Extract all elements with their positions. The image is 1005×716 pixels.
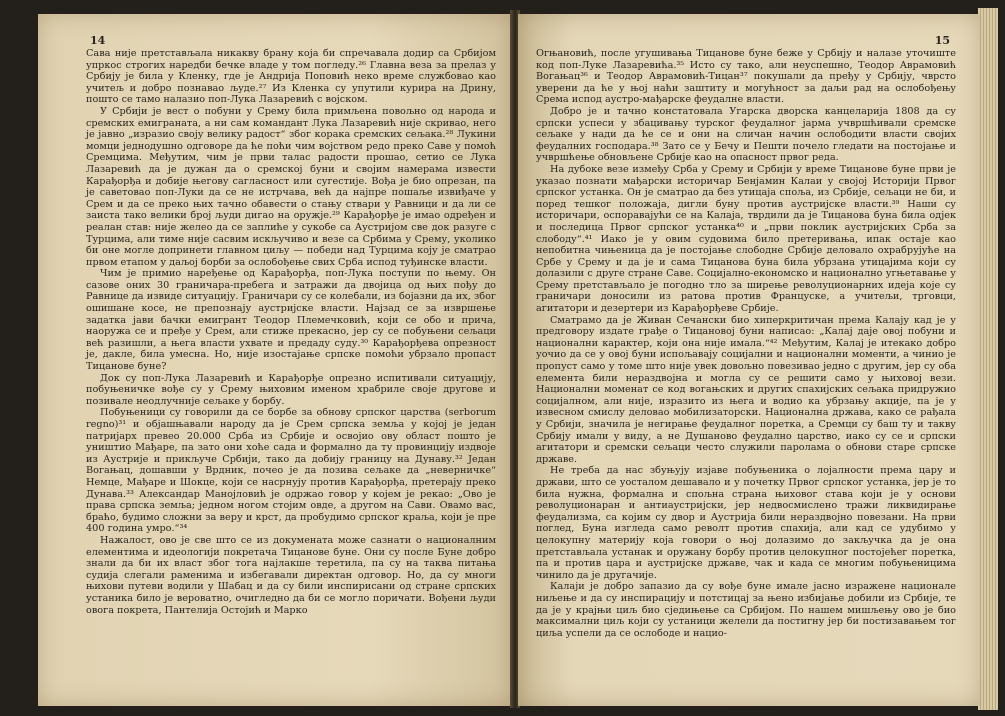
left-page: [38, 14, 512, 706]
paragraph: У Србији је вест о побуни у Срему била примљена повољно од народа и сремских емиграната, а ни сам командант Лука Лазаревић није скривао, него је јавно „изразио своју велику радост“ због корака сремских сељака.²⁸ Лукини момци једнодушно одговоре да ће поћи чим војством редо преко Саве у помоћ Сремцима. Међутим, чим је први талас радости прошао, сетио се Лука Лазаревић да је дужан да о сремској буни и својим намерама извести Карађорђа и добије његову сагласност или сугестије. Вођа је био опрезан, па је саветовао поп-Луки да се не истрчава, већ да најпре пошаље извиђаче у Срем и да се преко њих тачно обавести о стању ствари у Равници и да ли се заиста тако велики број људи дигао на оружје.²⁹ Карађорђе је имао одређен и реалан став: није желео да се заплиће у сукобе са Аустријом све док разуге с Турцима, али тиме није сасвим искључиво и везе са Србима у Срему, уколико би оне могле допринети главном циљу — победи над Турцима коју је сматрао првом етапом у даљој борби за ослобођење свих Срба испод туђинске власти.: [86, 105, 496, 268]
page-text-column: [536, 48, 956, 639]
paragraph: Не треба да нас збуњују изјаве побуњеника о лојалности према цару и држави, што се уосталом дешавало и у почетку Првог српског устанка, јер је то била нужна, формална и спољна страна њиховог става који је у основи револуционаран и антиаустријски, јер недвосмислено тражи ликвидирање феудализма, са којим су двор и Аустрија били нераздвојно повезани. На први поглед, Буна изгледа само револт против спахија, али кад се удубимо у целокупну материју која говори о њој долазимо до закључка да је она претстављала устанак и оружану борбу против целокупног постојећег поретка, па и против цара и аустријске државе, чак и када се многим побуњеницима чинило да је другачије.: [536, 465, 956, 581]
paragraph: Нажалост, ово је све што се из докумената може сазнати о националним елементима и идеологији покретача Тицанове буне. Они су после Буне добро знали да би их власт због тога најлакше теретила, па су на таква питања судија слегали раменима и избегавали директан одговор. Но, да су многи њихови путеви водили у Шабац и да су били инспирисани од стране српских устаника било је вероватно, очигледно да би се могло поричати. Вођени људи овога покрета, Пантелија Остојић и Марко: [86, 534, 496, 616]
paragraph: Док су поп-Лука Лазаревић и Карађорђе опрезно испитивали ситуацију, побуњеничке вође су у Срему њиховим именом храбриле своје другове и позивале неодлучније сељаке у борбу.: [86, 372, 496, 407]
right-page: [518, 14, 980, 706]
paragraph: Сава није претстављала никакву брану која би спречавала додир са Србијом упркос строгих наредби бечке владе у том погледу.²⁶ Главна веза за прелаз у Србију је била у Кленку, где је Андрија Поповић неко време службовао као учитељ и добро познавао људе.²⁷ Из Кленка су упутили курира на Дрину, пошто се тамо налазио поп-Лука Лазаревић с војском.: [86, 48, 496, 106]
paragraph: Побуњеници су говорили да се борбе за обнову српског царства (serborum regno)³¹ и објашњавали народу да је Срем српска земља у којој је један патријарх превео 20.000 Срба из Србије и освојио ову област пошто је уништио Мађаре, па зато они хоће сада и формално да ту провинцију издвоје из Аустрије и прикључе Србији, тако да добију границу на Дунаву.³² Један Вогањац, дошавши у Врдник, почео је да позива сељаке да „неверничке“ Немце, Мађаре и Шокце, који се насрнују против Карађорђа, претерају преко Дунава.³³ Александар Маноjловић је одржао говор у којем је рекао: „Ово је права српска земља; једном ногом стојим овде, а другом на Сави. Овамо вас, браћо, будимо сложни за веру и крст, да пробудимо српског краља, који је пре 400 година умро.“³⁴: [86, 407, 496, 535]
paragraph: На дубоке везе између Срба у Срему и Србији у време Тицанове буне први је указао познати мађарски историчар Бенјамин Калаи у својој Историји Првог српског устанка. Он је сматрао да без утицаја споља, из Србије, сељаци не би, и поред тешког положаја, дигли буну против аустријске власти.³⁹ Наши су историчари, оспоравајући се на Калаја, тврдили да је Тицанова буна била одјек и последица Првог српског устанка⁴⁰ и „први поклик аустријских Срба за слободу“.⁴¹ Иако је у овим судовима било претеривања, ипак остаје као непобитна чињеница да је постојање слободне Србије деловало охрабрујуће на Србе у Срему и да је и сама Тицанова буна била убрзана утицајима који су долазили с друге стране Саве. Социјално-економско и национално угњетавање у Срему претстављало је погодно тло за ширење револуционарних идеја које су граничари доносили из ратова против Француске, а учитељи, трговци, агитатори и дезертери из Карађорђеве Србије.: [536, 163, 956, 315]
paragraph: Калаји је добро запазио да су вође буне имале јасно изражене национале ниљење и да су инспирацију и потстицај за њено избијање добили из Србије, те да је у крајњи циљ био сједињење са Србијом. По нашем мишљењу ово је био максимални циљ који су устаници желели да постигну јер би постизавањем тог циља успели да се ослободе и нацио-: [536, 581, 956, 639]
paragraph: Добро је и тачно констатовала Угарска дворска канцеларија 1808 да су српски успеси у збацивању турског феудалног јарма учвршћивали сремске сељаке у нади да ће се и они на сличан начин ослободити власти својих феудалних господара.³⁸ Зато се у Бечу и Пешти почело гледати на постојање и учвршћење обновљене Србије као на опасност првог реда.: [536, 105, 956, 164]
paragraph: Сматрамо да је Живан Сечански био хиперкритичан према Калају кад је у предговору издате грађе о Тицановој буни написао: „Калај даје овој побуни и национални карактер, који она није имала.“⁴² Међутим, Калај је итекако добро уочио да се у овој буни испољавају социјални и национални моменти, а чиниo је пропуст само у томе што није увек довољно повезивао једно с другим, јер су оба елемента били нераздвојна и могла су се решити само у њиховој вези. Национални моменат се код вогањских и других спахијских сељака придружио социјалном, али није, изразито из њега и водио ка убрзању акције, па је у извесном смислу деловао мобилизаторски. Национална држава, како се рађала у Србији, значила је негирање феудалног поретка, а Сремци су баш ту и такву Србију имали у виду, а не Душаново феудално царство, иако су се и српски агитатори и сремски сељаци често служили паролама о обнови старе српске државе.: [536, 314, 956, 465]
page-number: 15: [934, 34, 950, 47]
page-number: 14: [90, 34, 106, 47]
page-text-column: [86, 48, 496, 616]
paragraph: Чим је примио наређење од Карађорђа, поп-Лука поступи по њему. Он сазове оних 30 граничара-пребега и затражи да двојица од њих пођу до Равнице да извиде ситуацију. Граничари су се колебали, из бојазни да их, због ошишане косе, не препознају аустријске власти. Најзад се за извршење задатка јави бачки емигрант Теодор Племечковић, који се обо и прича, наоружа се и пређе у Срем, али стиже прекасно, јер су се побуњени сељаци већ разишли, а њега власти ухвате и предаду суду.³⁰ Карађорђева опрезност је, дакле, била умесна. Но, није изостајање српске помоћи убрзало пропаст Тицанове буне?: [86, 268, 496, 373]
book-page-edges: [978, 8, 998, 710]
paragraph: Огњановић, после угушивања Тицанове буне беже у Србију и налазе уточиште код поп-Луке Лазаревића.³⁵ Исто су тако, али неуспешно, Теодор Аврамовић Вогањац³⁶ и Теодор Аврамовић-Тицан³⁷ покушали да пређу у Србију, чврсто уверени да ће у њој наћи заштиту и могућност за даљи рад на ослобођењу Срема испод аустро-мађарске феудалне власти.: [536, 48, 956, 106]
